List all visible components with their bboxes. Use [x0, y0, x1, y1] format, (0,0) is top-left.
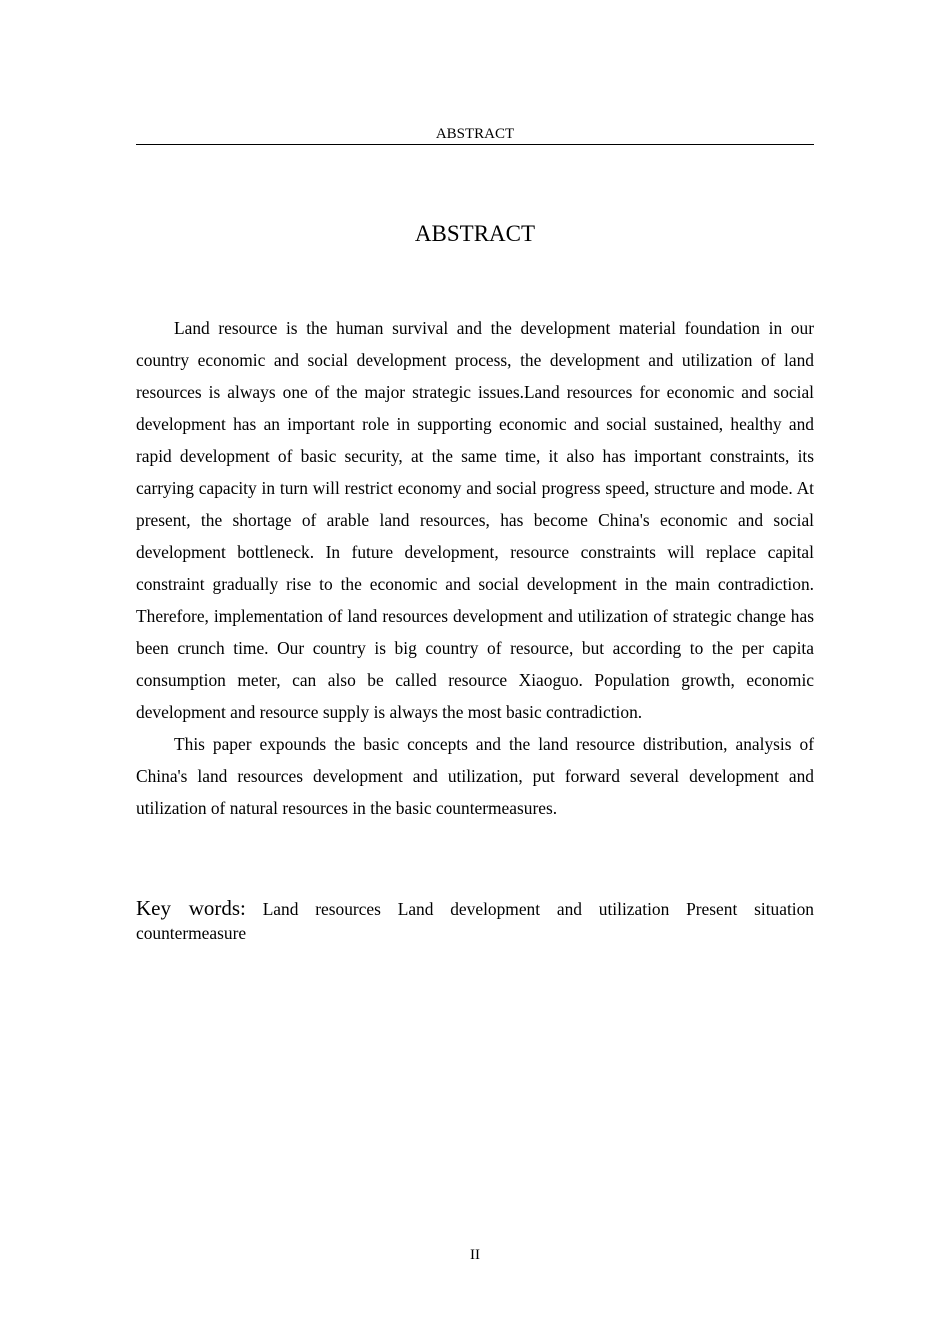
abstract-paragraph-2: This paper expounds the basic concepts and the land resource distribution, analysis of China's land resources development and utilization, put forward several development and utilization of natural resources in the basic countermeasures.	[136, 734, 814, 818]
keywords	[136, 896, 814, 945]
running-header: ABSTRACT	[435, 126, 515, 142]
header-rule	[136, 144, 814, 145]
keywords-text: Land resources Land development and utilization Present situation countermeasure	[136, 899, 814, 943]
abstract-body	[136, 312, 814, 824]
keywords-label: Key words:	[136, 896, 246, 920]
page-number: II	[470, 1247, 480, 1263]
page-title: ABSTRACT	[414, 221, 536, 246]
abstract-paragraph-1: Land resource is the human survival and the development material foundation in our country economic and social development process, the development and utilization of land resources is always one of the major strategic issues.Land resources for economic and social development has an important role in supporting economic and social sustained, healthy and rapid development of basic security, at the same time, it also has important constraints, its carrying capacity in turn will restrict economy and social progress speed, structure and mode. At present, the shortage of arable land resources, has become China's economic and social development bottleneck. In future development, resource constraints will replace capital constraint gradually rise to the economic and social development in the main contradiction. Therefore, implementation of land resources development and utilization of strategic change has been crunch time. Our country is big country of resource, but according to the per capita consumption meter, can also be called resource Xiaoguo. Population growth, economic development and resource supply is always the most basic contradiction.	[136, 318, 814, 722]
